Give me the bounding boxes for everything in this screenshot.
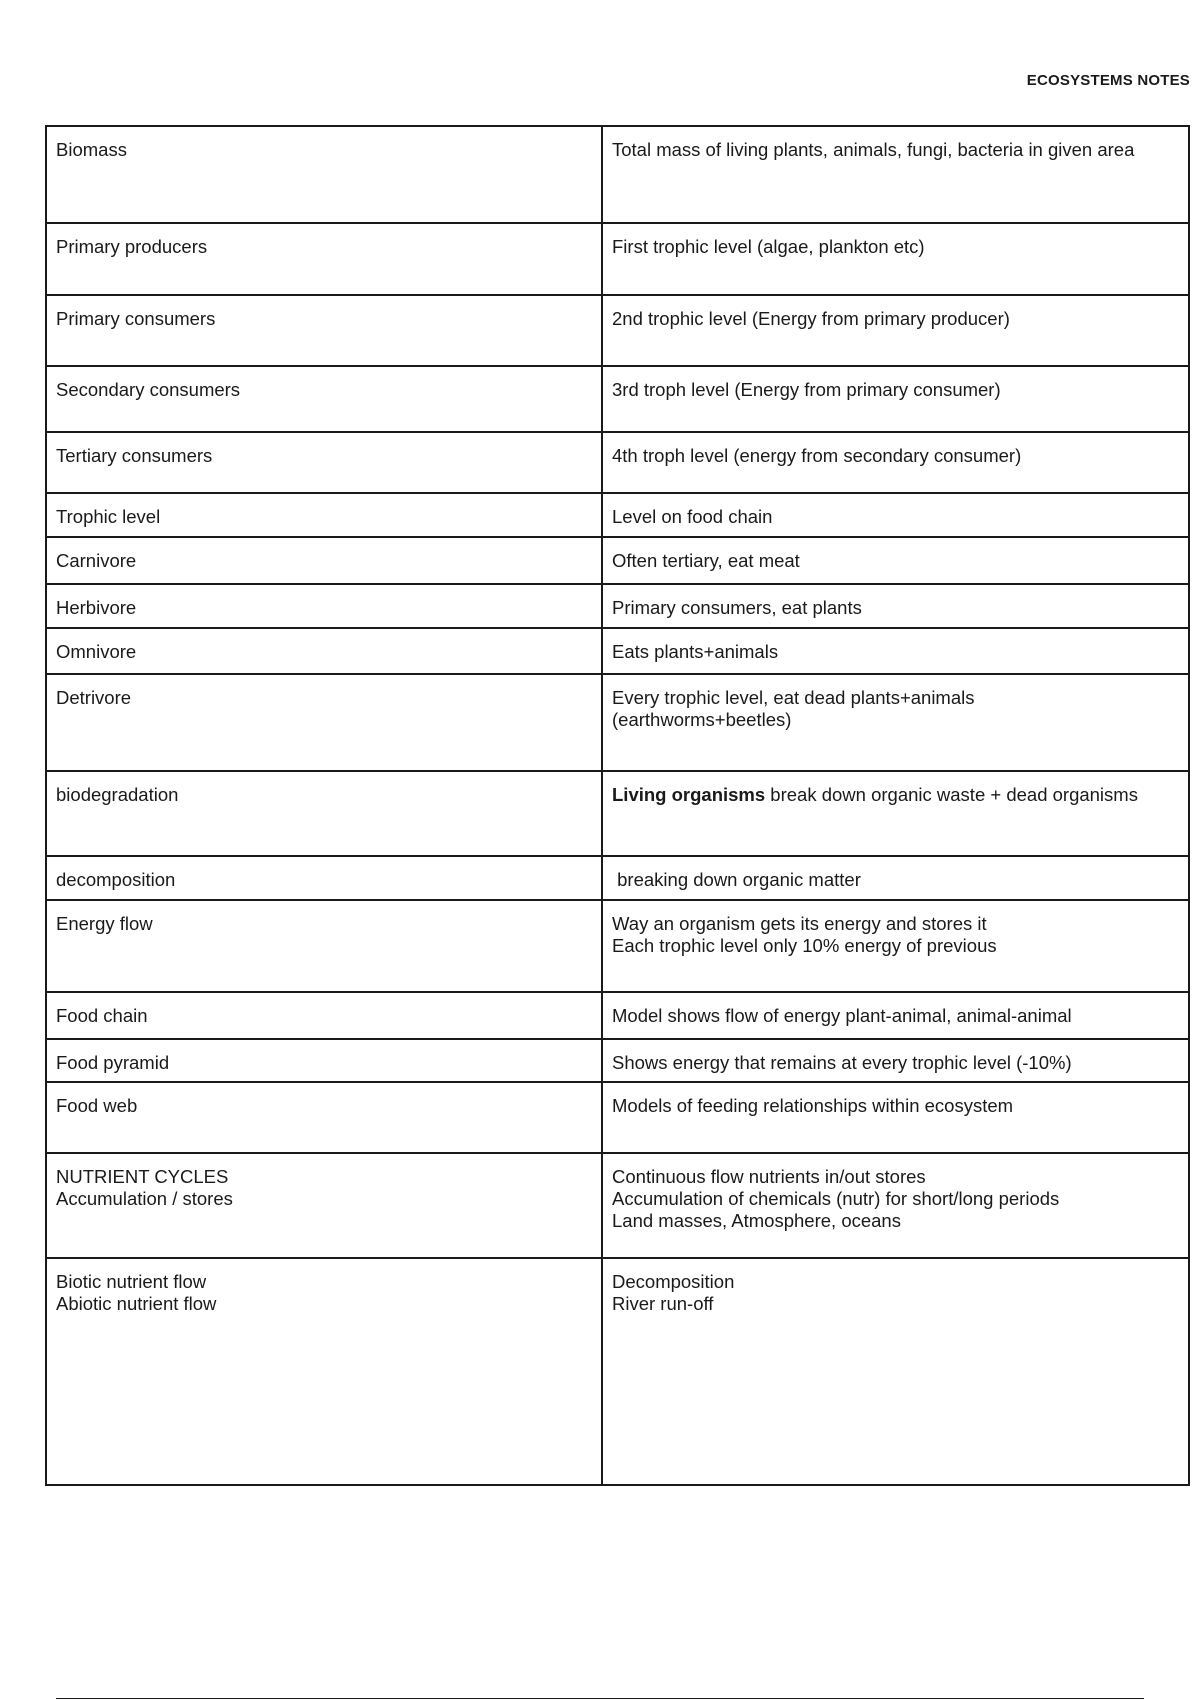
definition-text: River run-off <box>612 1293 714 1315</box>
definition-text: Accumulation of chemicals (nutr) for short/long periods <box>612 1188 1060 1210</box>
term-text: Accumulation / stores <box>56 1188 233 1210</box>
term-text: Omnivore <box>56 641 137 662</box>
term-cell <box>46 295 602 366</box>
definition-bold-text: Living organisms <box>612 784 766 805</box>
table-row <box>46 493 1189 537</box>
term-text: Abiotic nutrient flow <box>56 1293 217 1315</box>
definition-text: Shows energy that remains at every trophic level (-10%) <box>612 1052 1072 1073</box>
term-cell <box>46 1082 602 1153</box>
definition-cell <box>602 1153 1189 1258</box>
term-cell <box>46 674 602 771</box>
term-cell <box>46 584 602 628</box>
term-cell <box>46 1039 602 1082</box>
term-text: Trophic level <box>56 506 161 527</box>
table-row <box>46 856 1189 900</box>
table-row <box>46 537 1189 584</box>
term-cell <box>46 223 602 295</box>
term-cell <box>46 537 602 584</box>
notes-table <box>45 125 1190 1486</box>
term-text: decomposition <box>56 869 176 890</box>
table-row <box>46 366 1189 432</box>
table-row <box>46 1153 1189 1258</box>
definition-cell <box>602 295 1189 366</box>
definition-text: Continuous flow nutrients in/out stores <box>612 1166 926 1187</box>
table-row <box>46 771 1189 856</box>
table-row <box>46 432 1189 493</box>
table-row <box>46 295 1189 366</box>
definition-cell <box>602 537 1189 584</box>
definition-text: Eats plants+animals <box>612 641 779 662</box>
definition-cell <box>602 771 1189 856</box>
term-cell <box>46 992 602 1039</box>
definition-text <box>612 784 1179 806</box>
table-row <box>46 628 1189 674</box>
definition-text: First trophic level (algae, plankton etc) <box>612 236 925 257</box>
term-cell <box>46 1258 602 1485</box>
definition-cell <box>602 900 1189 992</box>
term-text: Food pyramid <box>56 1052 170 1073</box>
definition-cell <box>602 1258 1189 1485</box>
definition-cell <box>602 126 1189 223</box>
term-cell <box>46 1153 602 1258</box>
term-cell <box>46 771 602 856</box>
definition-text: Model shows flow of energy plant-animal, animal-animal <box>612 1005 1072 1026</box>
definition-cell <box>602 1082 1189 1153</box>
definition-cell <box>602 432 1189 493</box>
table-row <box>46 1082 1189 1153</box>
term-text: Herbivore <box>56 597 137 618</box>
term-text: Secondary consumers <box>56 379 241 400</box>
page-title: ECOSYSTEMS NOTES <box>1026 72 1190 89</box>
definition-text: Land masses, Atmosphere, oceans <box>612 1210 901 1232</box>
definition-cell <box>602 1039 1189 1082</box>
definition-text: Way an organism gets its energy and stores it <box>612 913 987 934</box>
definition-cell <box>602 628 1189 674</box>
table-row <box>46 992 1189 1039</box>
definition-text: Decomposition <box>612 1271 735 1292</box>
definition-cell <box>602 366 1189 432</box>
term-text: Primary producers <box>56 236 208 257</box>
definition-text: 3rd troph level (Energy from primary consumer) <box>612 379 1001 400</box>
term-text: Detrivore <box>56 687 132 708</box>
term-cell <box>46 126 602 223</box>
table-row <box>46 584 1189 628</box>
table-row <box>46 126 1189 223</box>
term-text: Biomass <box>56 139 127 160</box>
definition-cell <box>602 856 1189 900</box>
definition-text: Each trophic level only 10% energy of previous <box>612 935 997 957</box>
term-text: biodegradation <box>56 784 179 805</box>
definition-text: 2nd trophic level (Energy from primary producer) <box>612 308 1010 329</box>
term-text: Food chain <box>56 1005 148 1026</box>
definition-text: 4th troph level (energy from secondary consumer) <box>612 445 1022 466</box>
term-text: Tertiary consumers <box>56 445 213 466</box>
term-cell <box>46 432 602 493</box>
table-row <box>46 674 1189 771</box>
term-cell <box>46 856 602 900</box>
definition-text: breaking down organic matter <box>612 869 861 890</box>
bottom-divider <box>56 1698 1144 1699</box>
term-text: Energy flow <box>56 913 153 934</box>
table-row <box>46 900 1189 992</box>
term-text: Carnivore <box>56 550 137 571</box>
term-text: Biotic nutrient flow <box>56 1271 207 1292</box>
term-cell <box>46 493 602 537</box>
definition-text: Often tertiary, eat meat <box>612 550 800 571</box>
definition-cell <box>602 584 1189 628</box>
definition-cell <box>602 674 1189 771</box>
definition-cell <box>602 992 1189 1039</box>
definition-text-rest: break down organic waste + dead organisms <box>765 784 1138 805</box>
term-text: NUTRIENT CYCLES <box>56 1166 229 1187</box>
term-cell <box>46 900 602 992</box>
term-text: Food web <box>56 1095 138 1116</box>
term-text: Primary consumers <box>56 308 216 329</box>
definition-text: Primary consumers, eat plants <box>612 597 862 618</box>
definition-text: Total mass of living plants, animals, fungi, bacteria in given area <box>612 139 1135 160</box>
table-row <box>46 223 1189 295</box>
table-row <box>46 1039 1189 1082</box>
definition-text: Level on food chain <box>612 506 773 527</box>
table-row <box>46 1258 1189 1485</box>
definition-cell <box>602 223 1189 295</box>
term-cell <box>46 628 602 674</box>
term-cell <box>46 366 602 432</box>
definition-text: Every trophic level, eat dead plants+animals <box>612 687 975 708</box>
definition-cell <box>602 493 1189 537</box>
definition-text: Models of feeding relationships within ecosystem <box>612 1095 1014 1116</box>
definition-text: (earthworms+beetles) <box>612 709 792 731</box>
